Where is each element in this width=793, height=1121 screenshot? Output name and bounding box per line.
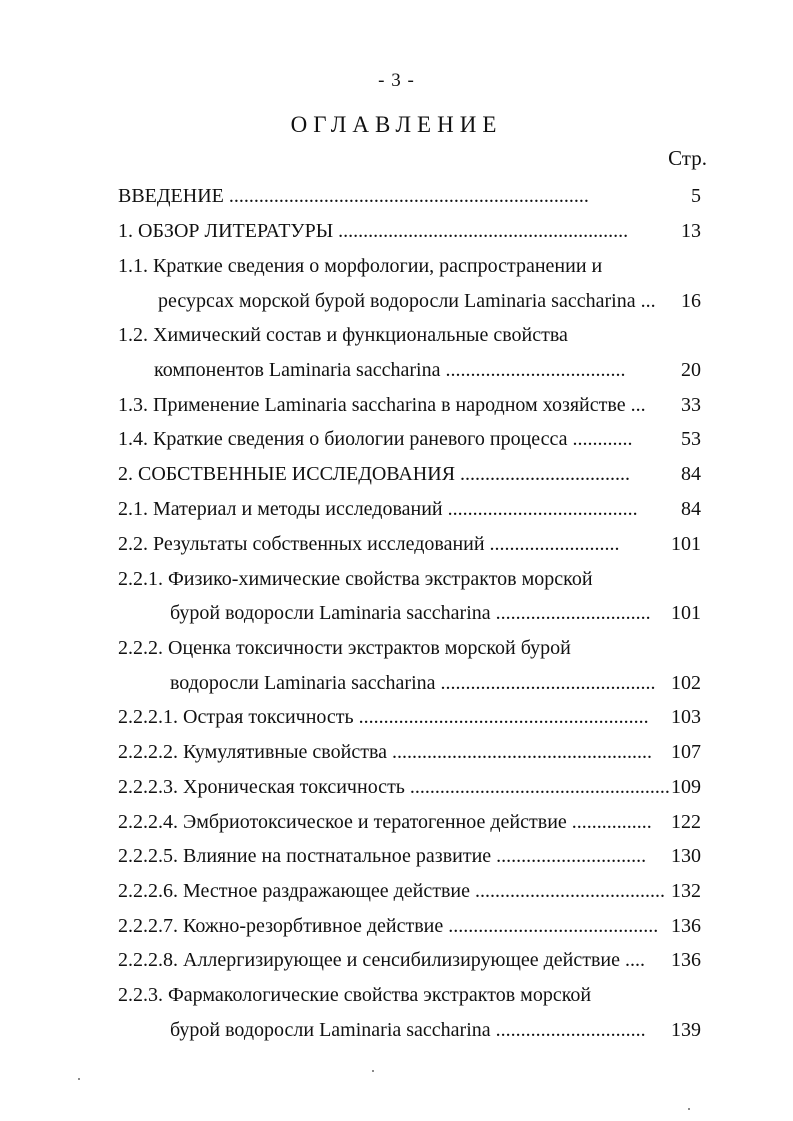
toc-entry-literature-review — [0, 216, 793, 246]
toc-entry-2-2-2-2 — [0, 737, 793, 767]
toc-entry-page: 136 — [671, 949, 701, 971]
toc-entry-text: водоросли Laminaria saccharina ........................................... — [170, 672, 656, 694]
toc-entry-introduction — [0, 181, 793, 211]
toc-entry-text: 2.2.2.5. Влияние на постнатальное развитие .............................. — [118, 845, 647, 867]
toc-entry-text: 2. СОБСТВЕННЫЕ ИССЛЕДОВАНИЯ .................................. — [118, 463, 631, 485]
toc-entry-page: 122 — [671, 811, 701, 833]
toc-entry-page: 20 — [681, 359, 701, 381]
toc-entry-page: 102 — [671, 672, 701, 694]
toc-entry-text: 2.2.2.4. Эмбриотоксическое и тератогенное действие ................ — [118, 811, 652, 833]
toc-entry-1-4 — [0, 424, 793, 454]
toc-entry-text: 2.2.2. Оценка токсичности экстрактов морской бурой — [118, 637, 571, 659]
toc-entry-text: 2.2.2.7. Кожно-резорбтивное действие .......................................... — [118, 915, 659, 937]
toc-entry-page: 136 — [671, 915, 701, 937]
toc-entry-page: 33 — [681, 394, 701, 416]
toc-entry-text: 2.2.2.8. Аллергизирующее и сенсибилизирующее действие .... — [118, 949, 646, 971]
scan-speck — [688, 1108, 690, 1110]
toc-entry-text: бурой водоросли Laminaria saccharina .............................. — [170, 1019, 646, 1041]
toc-entry-2-2-1-cont — [0, 598, 793, 628]
toc-entry-2-1 — [0, 494, 793, 524]
toc-entry-text: ВВЕДЕНИЕ ........................................................................ — [118, 185, 589, 207]
page-number: - 3 - — [378, 70, 415, 91]
toc-entry-text: 2.2.1. Физико-химические свойства экстрактов морской — [118, 568, 593, 590]
toc-entry-1-3 — [0, 390, 793, 420]
toc-entry-text: бурой водоросли Laminaria saccharina ............................... — [170, 602, 651, 624]
toc-entry-2-2-2-8 — [0, 945, 793, 975]
toc-entry-text: 2.2.3. Фармакологические свойства экстрактов морской — [118, 984, 592, 1006]
toc-entry-2-2-2-7 — [0, 911, 793, 941]
toc-entry-page: 109 — [671, 776, 701, 798]
toc-entry-page: 139 — [671, 1019, 701, 1041]
toc-entry-text: 2.2.2.2. Кумулятивные свойства .................................................... — [118, 741, 652, 763]
toc-entry-text: 2.2.2.1. Острая токсичность .......................................................... — [118, 706, 649, 728]
toc-entry-page: 101 — [671, 602, 701, 624]
toc-entry-text: компонентов Laminaria saccharina .................................... — [154, 359, 626, 381]
toc-entry-text: 1.4. Краткие сведения о биологии раневого процесса ............ — [118, 428, 633, 450]
toc-entry-page: 5 — [691, 185, 701, 207]
toc-entry-2-2-2-5 — [0, 841, 793, 871]
toc-entry-2-2-2-3 — [0, 772, 793, 802]
toc-entry-page: 130 — [671, 845, 701, 867]
toc-entry-page: 16 — [681, 290, 701, 312]
toc-entry-page: 107 — [671, 741, 701, 763]
toc-entry-2-2-2-6 — [0, 876, 793, 906]
toc-entry-text: 2.1. Материал и методы исследований ...................................... — [118, 498, 638, 520]
toc-entry-2-2-2 — [0, 633, 793, 663]
toc-entry-text: 2.2. Результаты собственных исследований .......................... — [118, 533, 620, 555]
scan-speck — [372, 1070, 374, 1072]
toc-entry-page: 13 — [681, 220, 701, 242]
toc-entry-own-research — [0, 459, 793, 489]
toc-entry-1-2-cont — [0, 355, 793, 385]
toc-entry-page: 84 — [681, 498, 701, 520]
toc-entry-text: 2.2.2.3. Хроническая токсичность .................................................... — [118, 776, 670, 798]
toc-entry-2-2 — [0, 529, 793, 559]
toc-entry-page: 103 — [671, 706, 701, 728]
toc-entry-1-2 — [0, 320, 793, 350]
toc-entry-2-2-2-1 — [0, 702, 793, 732]
toc-title: ОГЛАВЛЕНИЕ — [290, 112, 503, 137]
toc-entry-2-2-3-cont — [0, 1015, 793, 1045]
toc-entry-text: 1.2. Химический состав и функциональные свойства — [118, 324, 568, 346]
toc-entry-text: 1.3. Применение Laminaria saccharina в народном хозяйстве ... — [118, 394, 646, 416]
page-column-header: Стр. — [668, 146, 707, 170]
toc-entry-2-2-1 — [0, 564, 793, 594]
toc-entry-text: ресурсах морской бурой водоросли Laminaria saccharina ... — [158, 290, 656, 312]
toc-entry-text: 1.1. Краткие сведения о морфологии, распространении и — [118, 255, 603, 277]
toc-entry-page: 101 — [671, 533, 701, 555]
toc-entry-text: 2.2.2.6. Местное раздражающее действие ...................................... — [118, 880, 665, 902]
toc-entry-1-1-cont — [0, 286, 793, 316]
toc-entry-page: 132 — [671, 880, 701, 902]
scan-speck — [78, 1078, 80, 1080]
toc-entry-2-2-2-cont — [0, 668, 793, 698]
toc-entry-page: 53 — [681, 428, 701, 450]
toc-entry-text: 1. ОБЗОР ЛИТЕРАТУРЫ .......................................................... — [118, 220, 629, 242]
toc-entry-1-1 — [0, 251, 793, 281]
toc-entry-2-2-2-4 — [0, 807, 793, 837]
toc-entry-page: 84 — [681, 463, 701, 485]
toc-entry-2-2-3 — [0, 980, 793, 1010]
